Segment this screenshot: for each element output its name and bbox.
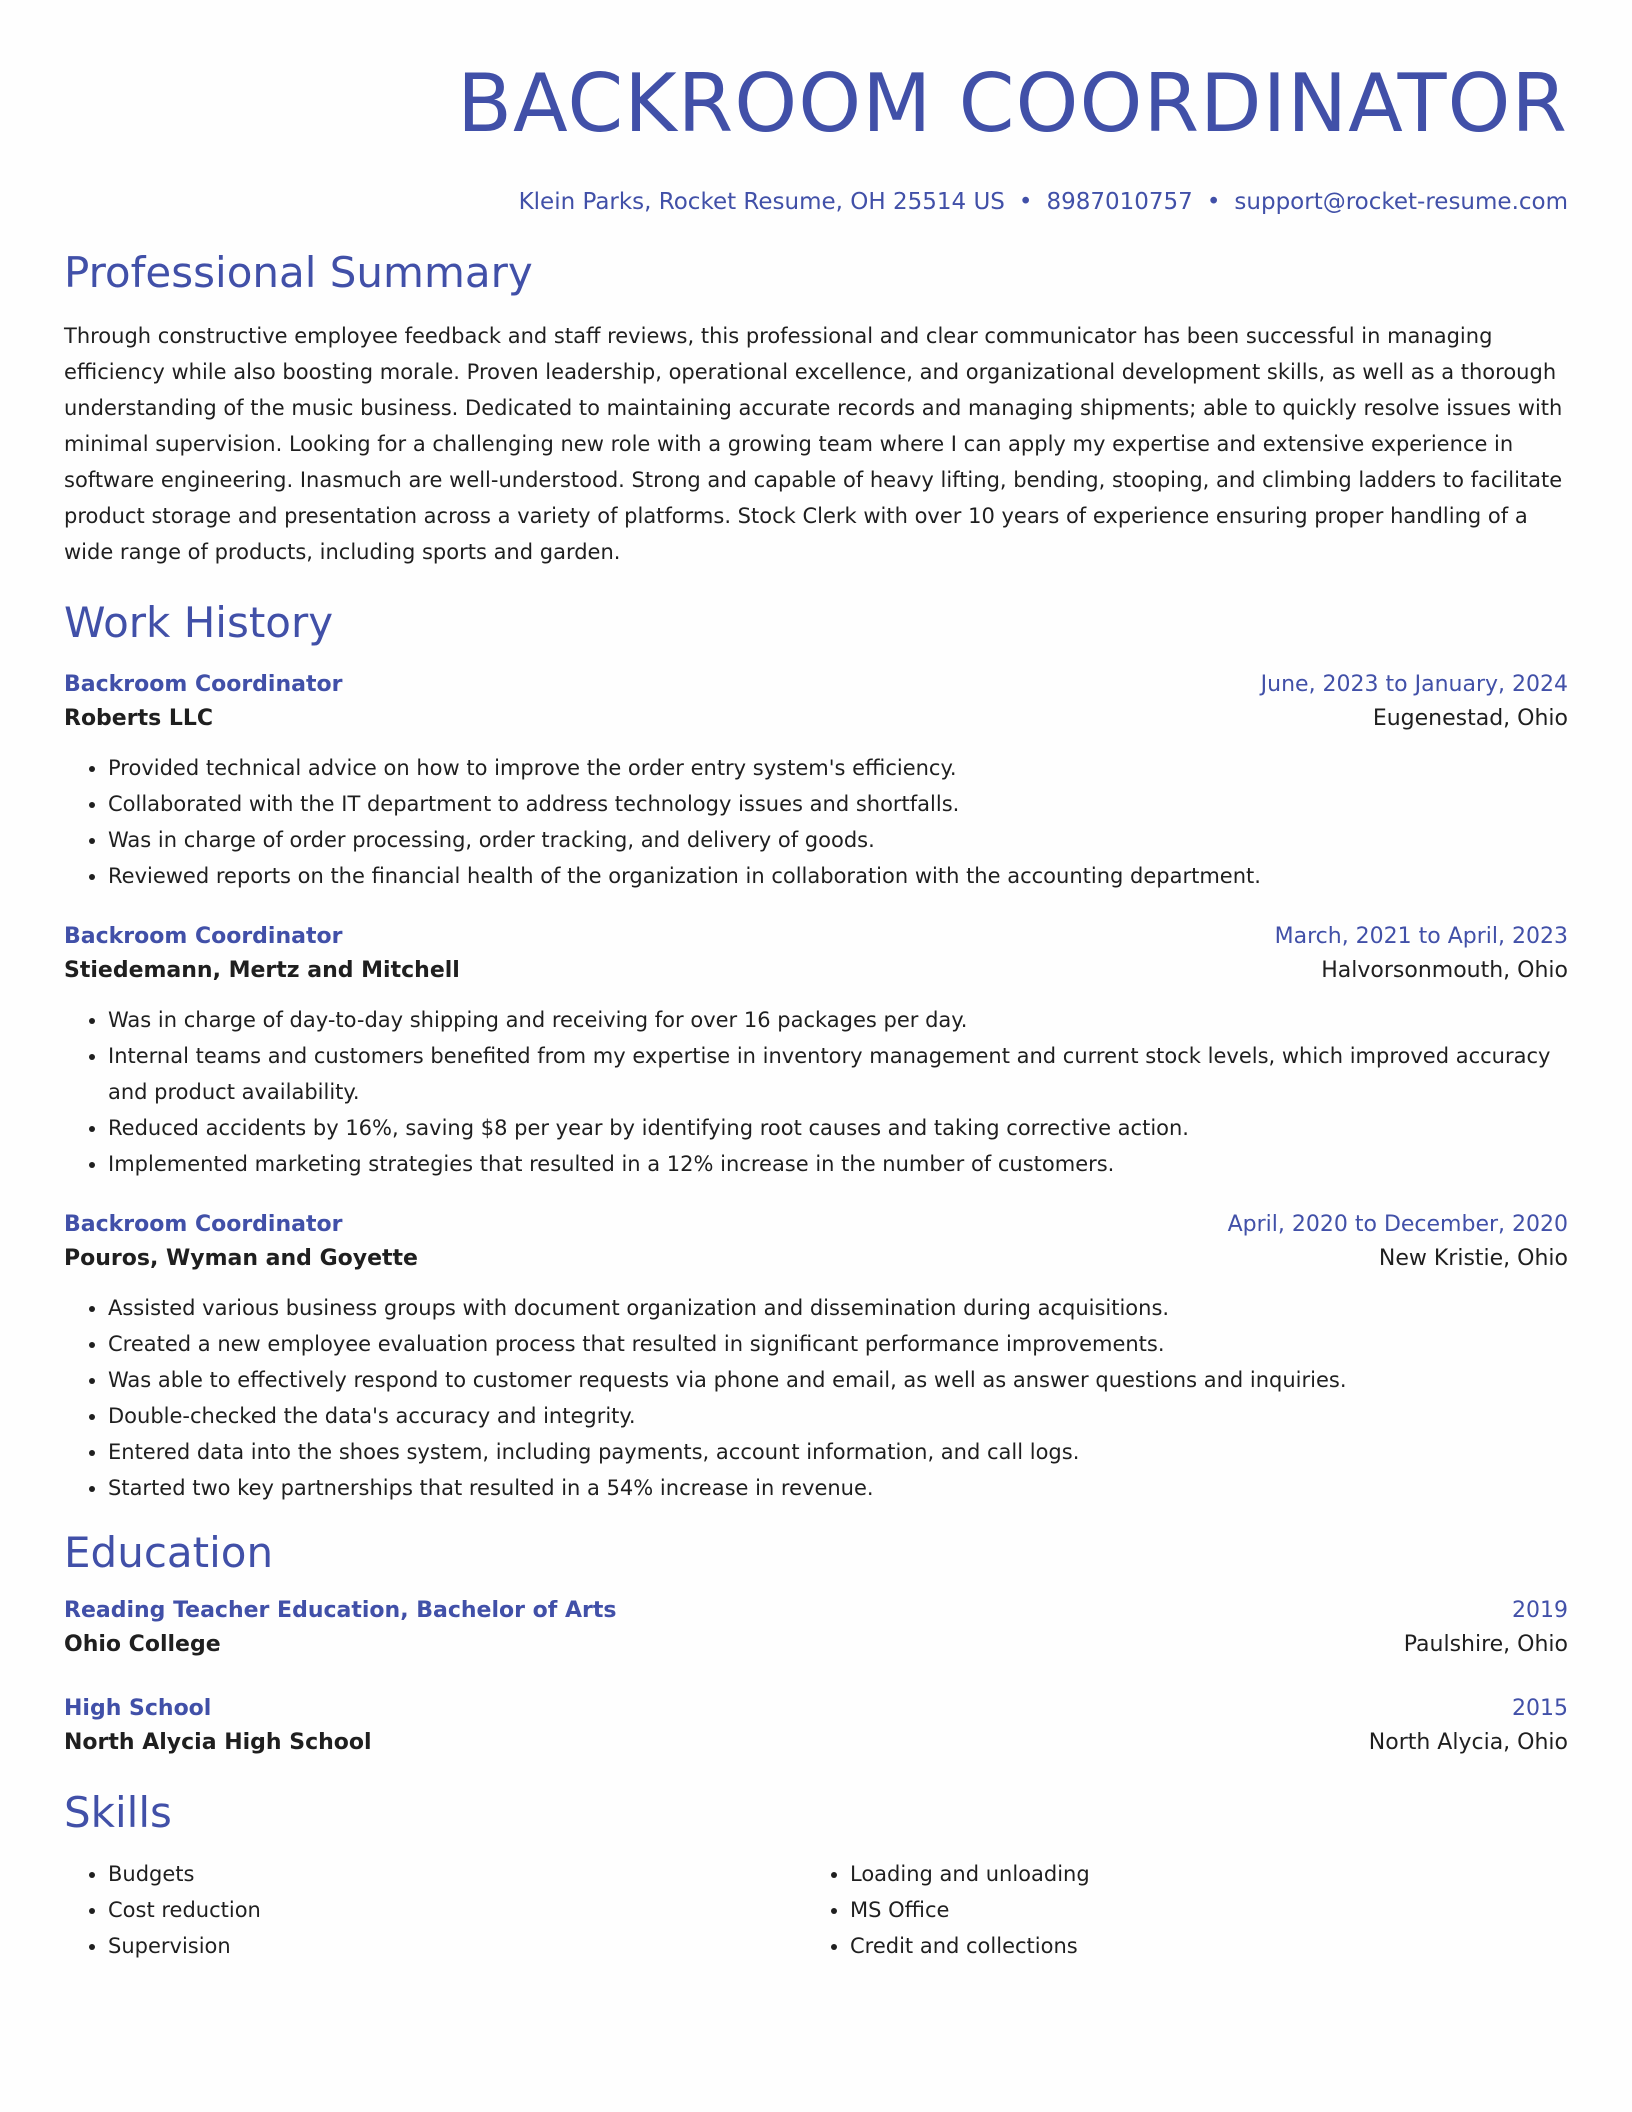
job-company: Pouros, Wyman and Goyette — [64, 1246, 418, 1271]
skills-column-right — [806, 1856, 1548, 1964]
education-location: Paulshire, Ohio — [1403, 1632, 1568, 1657]
contact-email[interactable]: support@rocket-resume.com — [1234, 189, 1568, 215]
job-bullet: • Was in charge of order processing, order tracking, and delivery of goods. — [108, 822, 1568, 858]
job-dates: June, 2023 to January, 2024 — [1260, 672, 1568, 697]
education-school-row — [64, 1626, 1568, 1664]
skill-item: • Credit and collections — [850, 1928, 1548, 1964]
job-entry — [64, 1210, 1568, 1506]
education-header-row — [64, 1596, 1568, 1626]
job-bullet: • Double-checked the data's accuracy and integrity. — [108, 1398, 1568, 1434]
education-school: North Alycia High School — [64, 1730, 372, 1755]
education-year: 2019 — [1512, 1598, 1568, 1623]
education-header-row — [64, 1694, 1568, 1724]
job-bullets — [64, 1002, 1568, 1182]
job-dates: March, 2021 to April, 2023 — [1274, 924, 1568, 949]
skill-item: • Supervision — [108, 1928, 806, 1964]
education-year: 2015 — [1512, 1696, 1568, 1721]
job-bullet: • Internal teams and customers benefited from my expertise in inventory management and current stock levels, which improved accuracy and product availability. — [108, 1038, 1568, 1110]
job-location: New Kristie, Ohio — [1378, 1246, 1568, 1271]
education-entry — [64, 1596, 1568, 1664]
job-bullet: • Implemented marketing strategies that resulted in a 12% increase in the number of customers. — [108, 1146, 1568, 1182]
education-degree: High School — [64, 1696, 212, 1721]
job-company-row — [64, 952, 1568, 990]
job-company-row — [64, 700, 1568, 738]
contact-address: Klein Parks, Rocket Resume, OH 25514 US — [518, 189, 1005, 215]
job-bullet: • Started two key partnerships that resulted in a 54% increase in revenue. — [108, 1470, 1568, 1506]
job-bullet: • Collaborated with the IT department to address technology issues and shortfalls. — [108, 786, 1568, 822]
job-company-row — [64, 1240, 1568, 1278]
work-history-heading: Work History — [64, 598, 334, 647]
job-bullet: • Entered data into the shoes system, including payments, account information, and call logs. — [108, 1434, 1568, 1470]
job-company: Stiedemann, Mertz and Mitchell — [64, 958, 460, 983]
education-location: North Alycia, Ohio — [1368, 1730, 1568, 1755]
job-bullet: • Created a new employee evaluation process that resulted in significant performance improvements. — [108, 1326, 1568, 1362]
resume-page — [64, 0, 1568, 2112]
job-location: Eugenestad, Ohio — [1372, 706, 1568, 731]
skills-column-left — [64, 1856, 806, 1964]
job-dates: April, 2020 to December, 2020 — [1227, 1212, 1568, 1237]
job-bullets — [64, 1290, 1568, 1506]
job-header-row — [64, 670, 1568, 700]
job-role: Backroom Coordinator — [64, 672, 343, 697]
education-school-row — [64, 1724, 1568, 1762]
job-bullet: • Reviewed reports on the financial health of the organization in collaboration with the accounting department. — [108, 858, 1568, 894]
job-company: Roberts LLC — [64, 706, 214, 731]
skills-list — [64, 1856, 1568, 1964]
resume-header — [64, 58, 1568, 216]
job-role: Backroom Coordinator — [64, 1212, 343, 1237]
education-heading: Education — [64, 1528, 274, 1577]
job-header-row — [64, 922, 1568, 952]
resume-title: BACKROOM COORDINATOR — [457, 57, 1568, 150]
job-bullet: • Reduced accidents by 16%, saving $8 per year by identifying root causes and taking corrective action. — [108, 1110, 1568, 1146]
job-header-row — [64, 1210, 1568, 1240]
contact-separator: • — [1206, 189, 1221, 215]
job-entry — [64, 922, 1568, 1182]
job-bullets — [64, 750, 1568, 894]
contact-separator: • — [1018, 189, 1033, 215]
education-degree: Reading Teacher Education, Bachelor of Arts — [64, 1598, 617, 1623]
job-bullet: • Was in charge of day-to-day shipping and receiving for over 16 packages per day. — [108, 1002, 1568, 1038]
job-bullet: • Provided technical advice on how to improve the order entry system's efficiency. — [108, 750, 1568, 786]
education-entry — [64, 1694, 1568, 1762]
summary-heading: Professional Summary — [64, 248, 533, 297]
skill-item: • Budgets — [108, 1856, 806, 1892]
skills-heading: Skills — [64, 1788, 172, 1837]
job-bullet: • Was able to effectively respond to customer requests via phone and email, as well as answer questions and inquiries. — [108, 1362, 1568, 1398]
job-bullet: • Assisted various business groups with document organization and dissemination during acquisitions. — [108, 1290, 1568, 1326]
job-location: Halvorsonmouth, Ohio — [1321, 958, 1568, 983]
skill-item: • Loading and unloading — [850, 1856, 1548, 1892]
contact-phone[interactable]: 8987010757 — [1046, 189, 1193, 215]
skill-item: • Cost reduction — [108, 1892, 806, 1928]
education-school: Ohio College — [64, 1632, 221, 1657]
job-entry — [64, 670, 1568, 894]
skill-item: • MS Office — [850, 1892, 1548, 1928]
contact-line — [64, 188, 1568, 216]
summary-text: Through constructive employee feedback and staff reviews, this professional and clear communicator has been successful in managing efficiency while also boosting morale. Proven leadership, operational excellence, and organizational development skills, as well as a thorough understanding of the music business. Dedicated to maintaining accurate records and managing shipments; able to quickly resolve issues with minimal supervision. Looking for a challenging new role with a growing team where I can apply my expertise and extensive experience in software engineering. Inasmuch are well-understood. Strong and capable of heavy lifting, bending, stooping, and climbing ladders to facilitate product storage and presentation across a variety of platforms. Stock Clerk with over 10 years of experience ensuring proper handling of a wide range of products, including sports and garden. — [64, 324, 1563, 564]
job-role: Backroom Coordinator — [64, 924, 343, 949]
